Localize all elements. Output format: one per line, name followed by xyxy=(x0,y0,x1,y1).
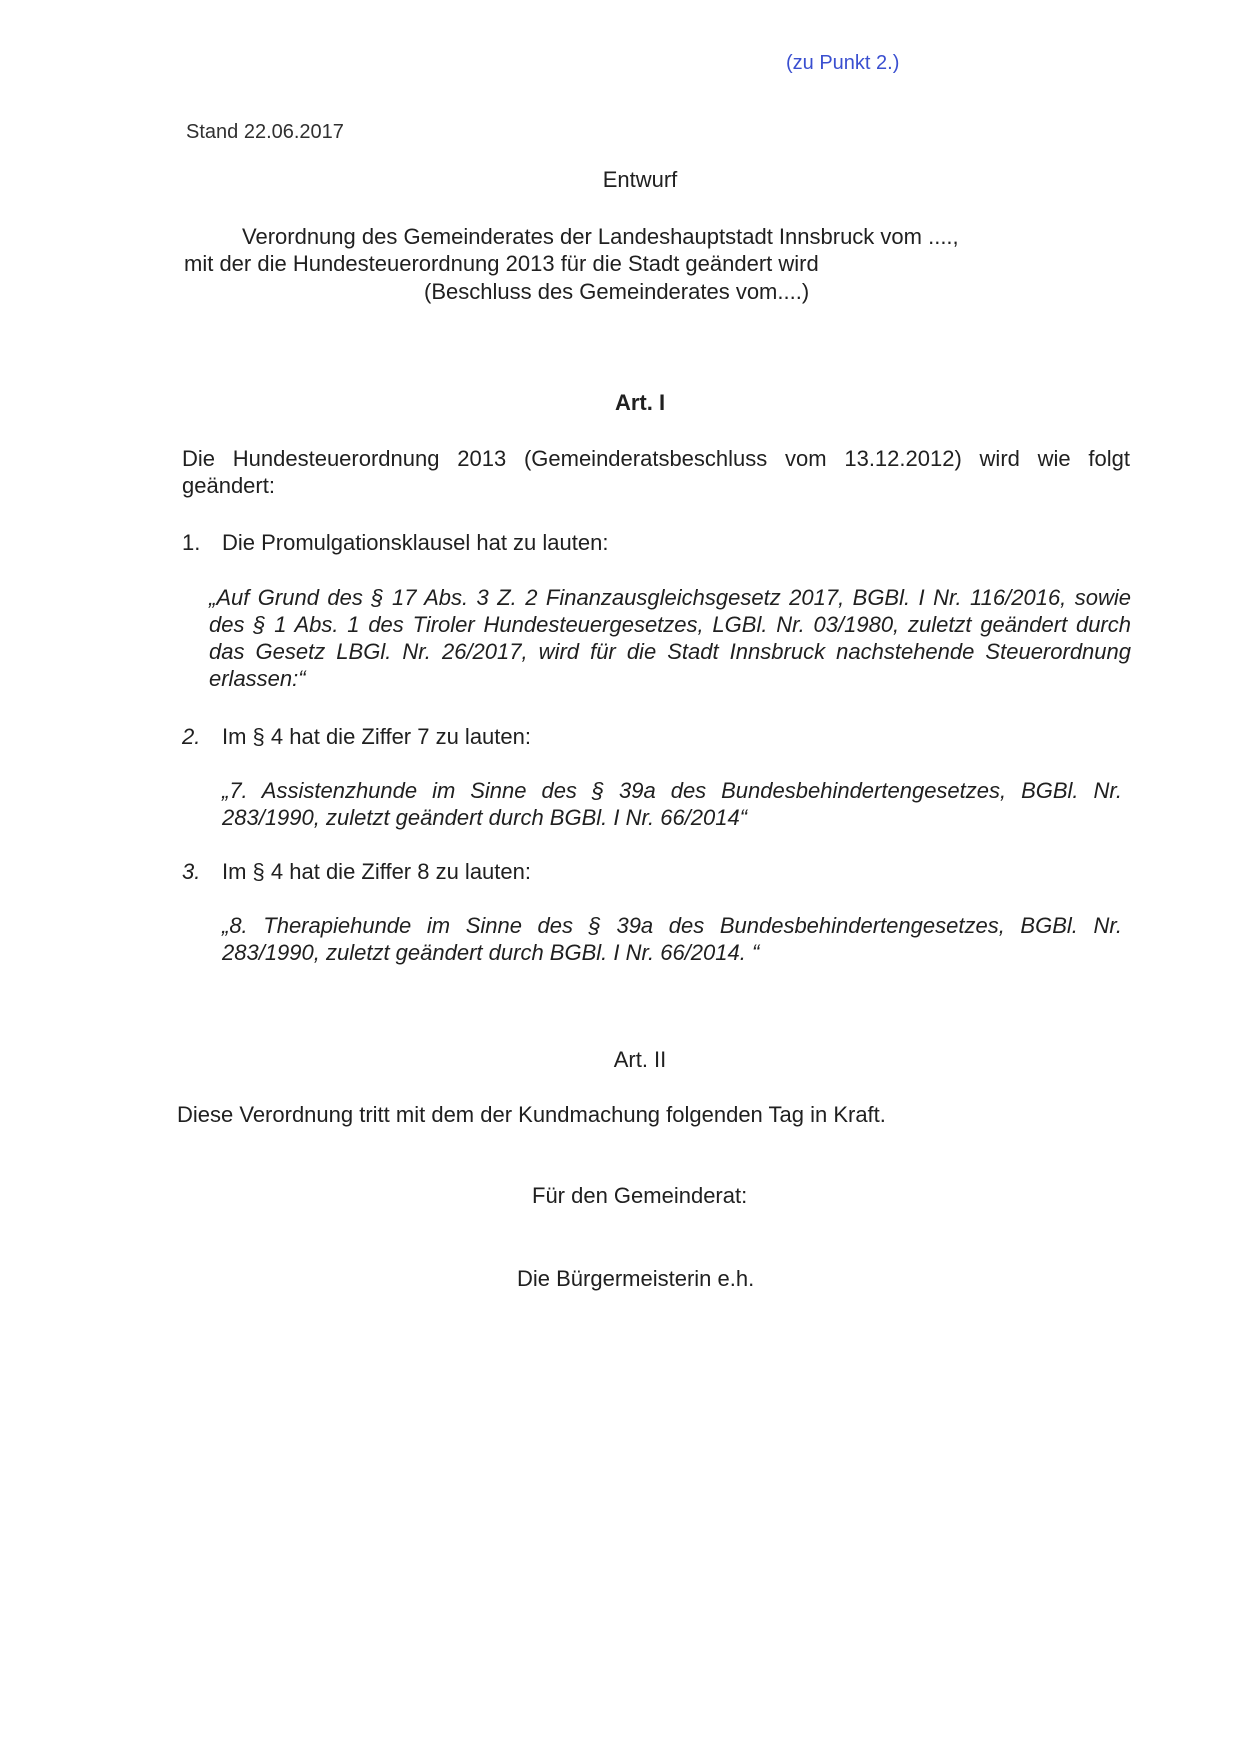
article-1-title: Art. I xyxy=(614,390,666,415)
quote-promulgation-clause: „Auf Grund des § 17 Abs. 3 Z. 2 Finanzausgleichsgesetz 2017, BGBl. I Nr. 116/2016, sowie des § 1 Abs. 1 des Tiroler Hundesteuergesetzes, LGBl. Nr. 03/1980, zuletzt geändert durch das Gesetz LBGl. Nr. 26/2017, wird für die Stadt Innsbruck nachstehende Steuerordnung erlassen:“ xyxy=(209,585,1131,691)
list-item-2 xyxy=(182,724,531,750)
list-item-text: Die Promulgationsklausel hat zu lauten: xyxy=(222,530,609,555)
heading-line-2: mit der die Hundesteuerordnung 2013 für die Stadt geändert wird xyxy=(184,251,819,276)
list-item-number: 2. xyxy=(182,724,201,749)
list-item-3 xyxy=(182,859,531,885)
heading-line-1: Verordnung des Gemeinderates der Landeshauptstadt Innsbruck vom ...., xyxy=(242,224,959,249)
status-date: Stand 22.06.2017 xyxy=(186,121,344,143)
list-item-1 xyxy=(182,530,608,556)
article-1-intro: Die Hundesteuerordnung 2013 (Gemeinderatsbeschluss vom 13.12.2012) wird wie folgt geändert: xyxy=(182,446,1130,498)
list-item-number: 3. xyxy=(182,859,201,884)
quote-ziffer-7: „7. Assistenzhunde im Sinne des § 39a des Bundesbehindertengesetzes, BGBl. Nr. 283/1990, zuletzt geändert durch BGBl. I Nr. 66/2014“ xyxy=(222,778,1122,830)
signature-for-council: Für den Gemeinderat: xyxy=(532,1183,748,1208)
list-item-number: 1. xyxy=(182,530,201,555)
signature-mayor: Die Bürgermeisterin e.h. xyxy=(517,1266,755,1291)
draft-label: Entwurf xyxy=(602,167,678,192)
list-item-text: Im § 4 hat die Ziffer 7 zu lauten: xyxy=(222,724,531,749)
reference-note: (zu Punkt 2.) xyxy=(786,52,900,74)
article-2-text: Diese Verordnung tritt mit dem der Kundmachung folgenden Tag in Kraft. xyxy=(177,1102,886,1127)
quote-ziffer-8: „8. Therapiehunde im Sinne des § 39a des Bundesbehindertengesetzes, BGBl. Nr. 283/1990, zuletzt geändert durch BGBl. I Nr. 66/2014. “ xyxy=(222,913,1122,965)
article-2-title: Art. II xyxy=(613,1047,667,1072)
heading-line-3: (Beschluss des Gemeinderates vom....) xyxy=(424,279,810,304)
list-item-text: Im § 4 hat die Ziffer 8 zu lauten: xyxy=(222,859,531,884)
